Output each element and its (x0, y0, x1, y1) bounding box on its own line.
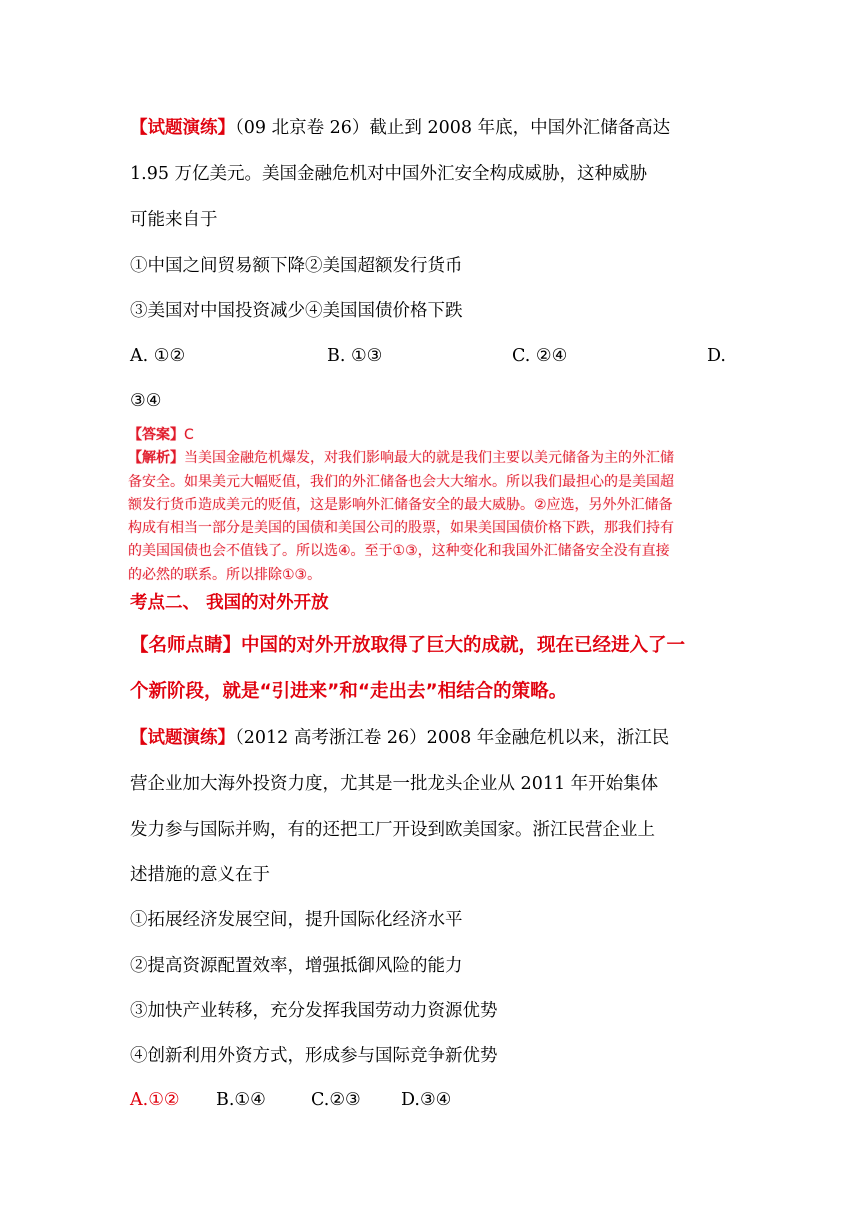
q2-option-a: A.①② (130, 1090, 180, 1110)
q1-option-d: D. (707, 346, 726, 366)
q2-tag: 【试题演练】 (130, 728, 235, 748)
tip-line2: 个新阶段，就是“引进来”和“走出去”相结合的策略。 (130, 681, 568, 702)
q2-line2: 营企业加大海外投资力度，尤其是一批龙头企业从 2011 年开始集体 (130, 774, 659, 794)
q2-option-b: B.①④ (216, 1090, 266, 1110)
q2-item1: ①拓展经济发展空间，提升国际化经济水平 (130, 910, 463, 930)
q2-item3: ③加快产业转移，充分发挥我国劳动力资源优势 (130, 1001, 498, 1021)
q2-line1-text: （2012 高考浙江卷 26）2008 年金融危机以来，浙江民 (235, 728, 670, 748)
analysis-line: 的美国国债也会不值钱了。所以选④。至于①③，这种变化和我国外汇储备安全没有直接 (128, 543, 670, 560)
q1-item1: ①中国之间贸易额下降②美国超额发行货币 (130, 256, 463, 276)
analysis-line: 的必然的联系。所以排除①③。 (128, 566, 322, 583)
answer-value: C (184, 427, 194, 443)
section-title: 考点二、 我国的对外开放 (130, 593, 329, 613)
q2-option-d: D.③④ (401, 1090, 452, 1110)
q2-line4: 述措施的意义在于 (130, 865, 270, 885)
q1-option-c: C. ②④ (512, 346, 568, 366)
q1-line1 (130, 116, 670, 140)
q1-tag: 【试题演练】 (130, 118, 235, 138)
analysis-line: 备安全。如果美元大幅贬值，我们的外汇储备也会大大缩水。所以我们最担心的是美国超 (128, 473, 674, 490)
q1-option-b: B. ①③ (327, 346, 383, 366)
q2-item2: ②提高资源配置效率，增强抵御风险的能力 (130, 956, 463, 976)
q1-option-d-cont: ③④ (130, 391, 162, 411)
answer-label: 【答案】 (128, 427, 184, 443)
tip-line1: 【名师点睛】中国的对外开放取得了巨大的成就，现在已经进入了一 (130, 635, 686, 656)
q2-line3: 发力参与国际并购，有的还把工厂开设到欧美国家。浙江民营企业上 (130, 820, 655, 840)
q1-line3: 可能来自于 (130, 210, 218, 230)
q2-option-c: C.②③ (311, 1090, 361, 1110)
analysis-line: 额发行货币造成美元的贬值，这是影响外汇储备安全的最大威胁。②应选，另外外汇储备 (128, 496, 673, 513)
analysis-line: 【解析】当美国金融危机爆发，对我们影响最大的就是我们主要以美元储备为主的外汇储 (128, 450, 674, 467)
q1-option-a: A. ①② (130, 346, 186, 366)
analysis-label: 【解析】 (128, 450, 184, 467)
answer-row (128, 424, 730, 447)
q1-line1-text: （09 北京卷 26）截止到 2008 年底，中国外汇储备高达 (235, 118, 671, 138)
q2-item4: ④创新利用外资方式，形成参与国际竞争新优势 (130, 1046, 498, 1066)
analysis-line: 构成有相当一部分是美国的国债和美国公司的股票，如果美国国债价格下跌，那我们持有 (128, 520, 674, 537)
q1-item2: ③美国对中国投资减少④美国国债价格下跌 (130, 301, 463, 321)
answer-analysis-block (128, 424, 730, 583)
q1-line2: 1.95 万亿美元。美国金融危机对中国外汇安全构成威胁，这种威胁 (130, 164, 648, 184)
q2-line1 (130, 726, 669, 750)
